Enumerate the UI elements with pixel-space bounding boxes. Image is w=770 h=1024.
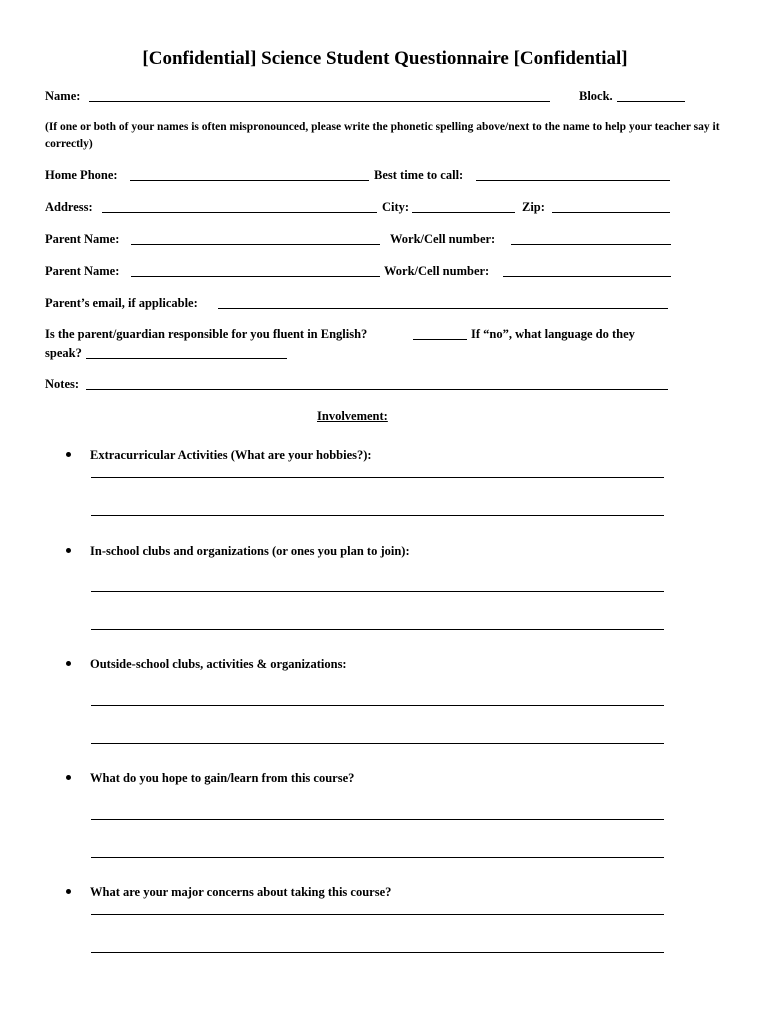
- bullet-icon: [66, 661, 71, 666]
- home-phone-label: Home Phone:: [45, 168, 118, 182]
- involvement-heading: Involvement:: [317, 409, 388, 423]
- question-4: What do you hope to gain/learn from this course?: [90, 771, 355, 785]
- speak-label: speak?: [45, 346, 82, 360]
- guardian-question: Is the parent/guardian responsible for you fluent in English?: [45, 327, 368, 341]
- answer-5-line-1[interactable]: [91, 914, 664, 915]
- name-label: Name:: [45, 89, 81, 103]
- question-1: Extracurricular Activities (What are your hobbies?):: [90, 448, 372, 462]
- notes-field[interactable]: [86, 389, 668, 390]
- answer-3-line-1[interactable]: [91, 705, 664, 706]
- question-2: In-school clubs and organizations (or ones you plan to join):: [90, 544, 410, 558]
- city-label: City:: [382, 200, 410, 214]
- name-field[interactable]: [89, 101, 550, 102]
- bullet-icon: [66, 775, 71, 780]
- answer-2-line-1[interactable]: [91, 591, 664, 592]
- address-field[interactable]: [102, 212, 377, 213]
- notes-label: Notes:: [45, 377, 80, 391]
- answer-1-line-1[interactable]: [91, 477, 664, 478]
- parent-name-label-2: Parent Name:: [45, 264, 120, 278]
- parent-email-label: Parent’s email, if applicable:: [45, 296, 198, 310]
- pronunciation-note: (If one or both of your names is often mispronounced, please write the phonetic spelling above/next to the name to help your teacher say it correctly): [45, 121, 720, 150]
- best-time-field[interactable]: [476, 180, 670, 181]
- city-field[interactable]: [412, 212, 515, 213]
- zip-label: Zip:: [522, 200, 545, 214]
- answer-4-line-1[interactable]: [91, 819, 664, 820]
- work-cell-field-1[interactable]: [511, 244, 671, 245]
- if-no-label: If “no”, what language do they: [471, 327, 635, 341]
- work-cell-label-1: Work/Cell number:: [390, 232, 496, 246]
- zip-field[interactable]: [552, 212, 670, 213]
- best-time-label: Best time to call:: [374, 168, 464, 182]
- language-field[interactable]: [86, 358, 287, 359]
- bullet-icon: [66, 548, 71, 553]
- work-cell-field-2[interactable]: [503, 276, 671, 277]
- bullet-icon: [66, 452, 71, 457]
- parent-name-field-2[interactable]: [131, 276, 380, 277]
- page-title: [Confidential] Science Student Questionnaire [Confidential]: [142, 48, 628, 69]
- answer-1-line-2[interactable]: [91, 515, 664, 516]
- block-field[interactable]: [617, 101, 685, 102]
- guardian-fluent-field[interactable]: [413, 339, 467, 340]
- answer-2-line-2[interactable]: [91, 629, 664, 630]
- parent-email-field[interactable]: [218, 308, 668, 309]
- parent-name-label-1: Parent Name:: [45, 232, 120, 246]
- answer-4-line-2[interactable]: [91, 857, 664, 858]
- question-5: What are your major concerns about taking this course?: [90, 885, 392, 899]
- answer-3-line-2[interactable]: [91, 743, 664, 744]
- question-3: Outside-school clubs, activities & organizations:: [90, 657, 347, 671]
- bullet-icon: [66, 889, 71, 894]
- address-label: Address:: [45, 200, 93, 214]
- answer-5-line-2[interactable]: [91, 952, 664, 953]
- block-label: Block.: [579, 89, 613, 103]
- work-cell-label-2: Work/Cell number:: [384, 264, 490, 278]
- parent-name-field-1[interactable]: [131, 244, 380, 245]
- home-phone-field[interactable]: [130, 180, 369, 181]
